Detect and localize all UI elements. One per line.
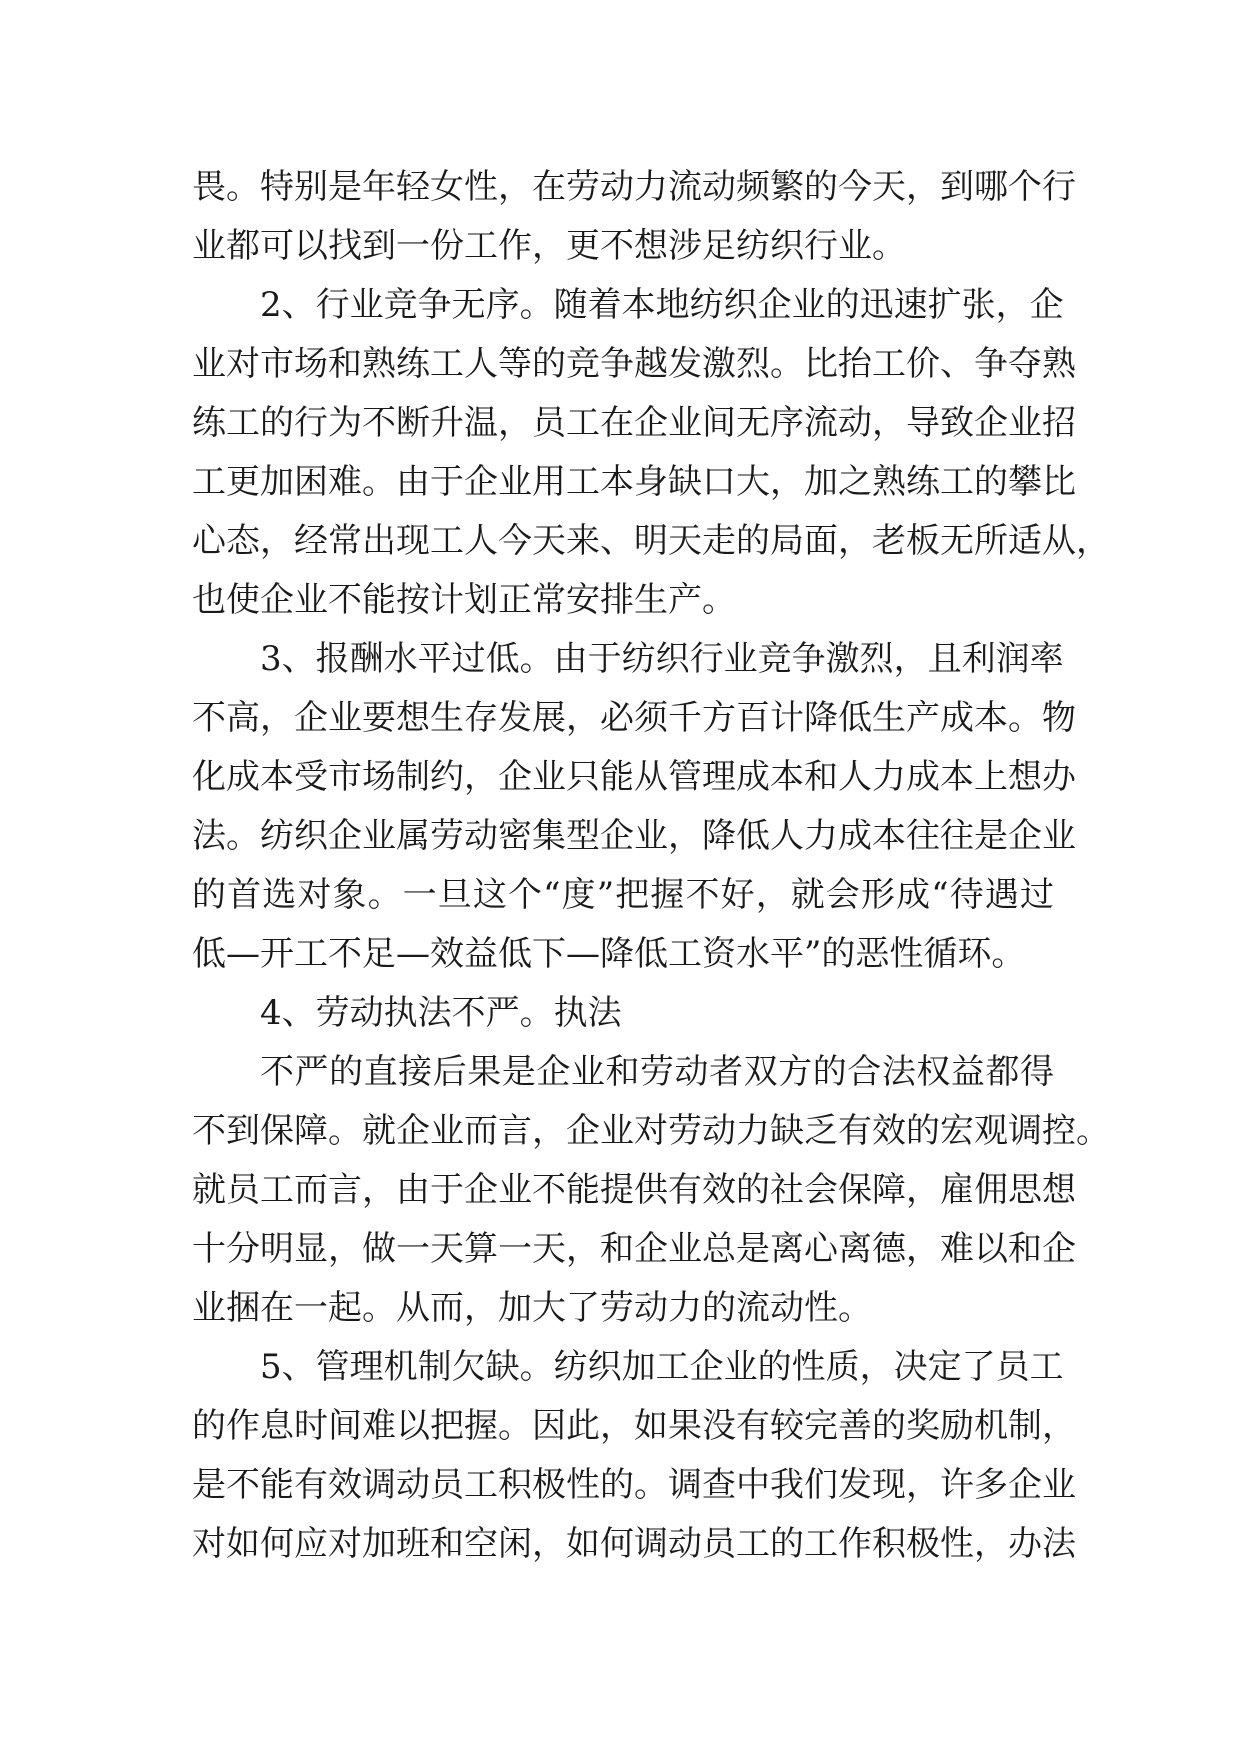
text-line: 的作息时间难以把握。因此，如果没有较完善的奖励机制， <box>192 1406 1076 1446</box>
text-line: 也使企业不能按计划正常安排生产。 <box>192 580 736 620</box>
text-line: 就员工而言，由于企业不能提供有效的社会保障，雇佣思想 <box>192 1170 1076 1210</box>
text-line: 畏。特别是年轻女性，在劳动力流动频繁的今天，到哪个行 <box>192 167 1076 207</box>
text-line: 4、劳动执法不严。执法 <box>260 993 622 1033</box>
text-line: 对如何应对加班和空闲，如何调动员工的工作积极性，办法 <box>192 1524 1076 1564</box>
text-line: 的首选对象。一旦这个“度”把握不好，就会形成“待遇过 <box>192 875 1054 915</box>
text-line: 十分明显，做一天算一天，和企业总是离心离德，难以和企 <box>192 1229 1076 1269</box>
text-line: 工更加困难。由于企业用工本身缺口大，加之熟练工的攀比 <box>192 462 1076 502</box>
text-line: 业捆在一起。从而，加大了劳动力的流动性。 <box>192 1288 872 1328</box>
text-line: 5、管理机制欠缺。纺织加工企业的性质，决定了员工 <box>260 1347 1064 1387</box>
text-line: 不严的直接后果是企业和劳动者双方的合法权益都得 <box>260 1052 1054 1092</box>
text-line: 不高，企业要想生存发展，必须千方百计降低生产成本。物 <box>192 698 1076 738</box>
text-line: 2、行业竞争无序。随着本地纺织企业的迅速扩张，企 <box>260 285 1064 325</box>
text-line: 业都可以找到一份工作，更不想涉足纺织行业。 <box>192 226 906 266</box>
body-text <box>192 158 1110 1574</box>
text-line: 是不能有效调动员工积极性的。调查中我们发现，许多企业 <box>192 1465 1076 1505</box>
text-line: 不到保障。就企业而言，企业对劳动力缺乏有效的宏观调控。 <box>192 1111 1110 1151</box>
text-line: 低—开工不足—效益低下—降低工资水平”的恶性循环。 <box>192 934 1026 974</box>
text-line: 心态，经常出现工人今天来、明天走的局面，老板无所适从， <box>192 521 1110 561</box>
text-line: 化成本受市场制约，企业只能从管理成本和人力成本上想办 <box>192 757 1076 797</box>
text-line: 法。纺织企业属劳动密集型企业，降低人力成本往往是企业 <box>192 816 1076 856</box>
text-line: 练工的行为不断升温，员工在企业间无序流动，导致企业招 <box>192 403 1076 443</box>
text-line: 3、报酬水平过低。由于纺织行业竞争激烈，且利润率 <box>260 639 1064 679</box>
text-line: 业对市场和熟练工人等的竞争越发激烈。比抬工价、争夺熟 <box>192 344 1076 384</box>
